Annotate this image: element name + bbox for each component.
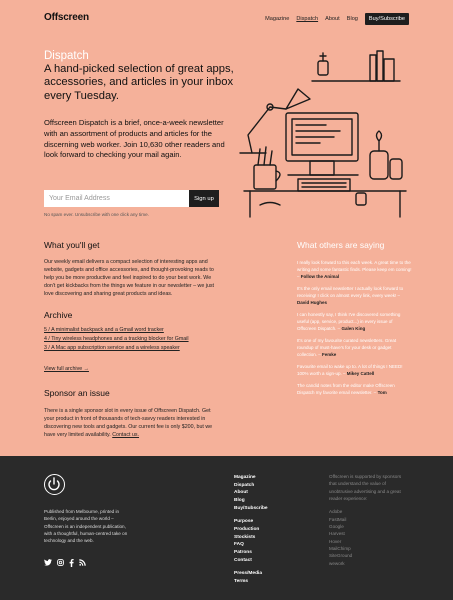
contact-link[interactable]: Contact us. [112, 431, 140, 438]
what-body: Our weekly email delivers a compact selection of interesting apps and website, gadgets and office accessories, and thought-provoking reads to help you be more productive and feel inspired to do your best work. We don't get kickbacks from the things we feature in our newsletter – we just love discovering and sharing great products and ideas. [44, 259, 215, 297]
sponsor-text: There is a single sponsor slot in every issue of Offscreen Dispatch. Get your product in front of thousands of tech-savvy readers interested in discovering new tools and gadgets. Our current fee is only $200, but we have very limited availability. [44, 408, 213, 438]
nav-about[interactable]: About [325, 16, 340, 22]
testimonial: It's the only email newsletter I actually look forward to receiving! I click on almost every link, every week! – David Hughes [297, 285, 404, 305]
hero-intro: Offscreen Dispatch is a brief, once-a-week newsletter with an assortment of products and articles for the discerning web worker. Join 10,630 other readers and look forward to checking your mail again. [44, 118, 225, 160]
instagram-icon[interactable] [57, 559, 64, 566]
sponsor-list [329, 508, 409, 567]
sponsor-heading: Sponsor an issue [44, 388, 110, 398]
what-heading: What you'll get [44, 240, 100, 250]
buy-subscribe-button[interactable]: Buy/Subscribe [365, 13, 409, 25]
footer-link[interactable]: Patrons [234, 550, 252, 556]
archive-item[interactable]: 3 / A Mac app subscription service and a wireless speaker [44, 345, 180, 352]
offscreen-logo-icon[interactable] [44, 474, 65, 495]
social-links [44, 559, 86, 567]
sponsor-link[interactable]: Harvest [329, 531, 345, 537]
nav-magazine[interactable]: Magazine [265, 16, 290, 22]
footer-nav [234, 474, 268, 586]
archive-item[interactable]: 4 / Tiny wireless headphones and a tracking blocker for Gmail [44, 336, 189, 343]
twitter-icon[interactable] [44, 559, 52, 566]
sponsor-link[interactable]: wework [329, 560, 345, 566]
archive-heading: Archive [44, 310, 73, 320]
footer-link[interactable]: Purpose [234, 519, 254, 525]
footer-about: Published from Melbourne, printed in Berlin, enjoyed around the world – Offscreen is an independent publication, with a thoughtful, human-centred take on technology and the web. [44, 509, 128, 544]
testimonial: It's one of my favourite curated newsletters. Great roundup of must-have's for your desk or gadget collection. – Femke [297, 337, 397, 357]
page-title: Dispatch [44, 50, 89, 62]
view-archive-link[interactable]: View full archive → [44, 366, 89, 372]
signup-form [44, 190, 219, 207]
footer-link[interactable]: Buy/Subscribe [234, 505, 268, 511]
hero-tagline: A hand-picked selection of great apps, accessories, and articles in your inbox every Tuesday. [44, 63, 234, 102]
sponsors-text: Offscreen is supported by sponsors that understand the value of unobtrusive advertising and a great reader experience: [329, 474, 402, 502]
site-logo[interactable]: Offscreen [44, 12, 89, 23]
site-footer [0, 456, 453, 600]
nav-blog[interactable]: Blog [346, 16, 358, 22]
archive-item[interactable]: 5 / A minimalist backpack and a Gmail word tracker [44, 327, 164, 333]
footer-link[interactable]: Blog [234, 498, 245, 504]
nav-dispatch[interactable]: Dispatch [296, 16, 319, 22]
footer-link[interactable]: Contact [234, 557, 252, 563]
sponsor-link[interactable]: MailChimp [329, 546, 351, 552]
sponsor-link[interactable]: FastMail [329, 516, 347, 522]
footer-link[interactable]: Dispatch [234, 482, 255, 488]
testimonials-heading: What others are saying [297, 240, 385, 250]
email-input[interactable]: Your Email Address [44, 190, 189, 207]
sponsor-link[interactable]: Adobe [329, 509, 343, 515]
sponsor-link[interactable]: Google [329, 524, 344, 530]
site-header [0, 0, 453, 38]
footer-link[interactable]: Terms [234, 579, 249, 585]
testimonial: The candid notes from the editor make Offscreen Dispatch my favorite email newsletter. – Tom [297, 382, 395, 395]
testimonial: I can honestly say, I think I've discovered something useful (app, service, product...) in every issue of Offscreen Dispatch. – Galen King [297, 311, 401, 331]
sponsor-body [44, 408, 219, 440]
footer-link[interactable]: Press/Media [234, 571, 262, 577]
signup-button[interactable]: Sign up [189, 190, 219, 207]
testimonial: I really look forward to this each week. A great time to the writing and some fantastic finds. Please keep em coming! – Follow the Animal [297, 260, 412, 279]
footer-link[interactable]: Stockists [234, 534, 256, 540]
footer-link[interactable]: About [234, 490, 248, 496]
no-spam-note: No spam ever. Unsubscribe with one click any time. [44, 212, 149, 217]
archive-list [44, 326, 189, 353]
footer-link[interactable]: FAQ [234, 542, 244, 548]
footer-link[interactable]: Production [234, 527, 260, 533]
testimonials-list [297, 260, 412, 402]
desk-illustration [230, 45, 410, 225]
rss-icon[interactable] [79, 559, 86, 566]
footer-link[interactable]: Magazine [234, 475, 256, 480]
sponsor-link[interactable]: SiteGround [329, 553, 353, 559]
facebook-icon[interactable] [69, 559, 74, 567]
testimonial: Favourite email to wake up to. A lot of things I NEED! 100% worth a sign-up. – Mikey Cattell [297, 363, 403, 376]
sponsors-section [329, 473, 409, 567]
main-nav [265, 13, 409, 25]
sponsor-link[interactable]: Hover [329, 538, 342, 544]
